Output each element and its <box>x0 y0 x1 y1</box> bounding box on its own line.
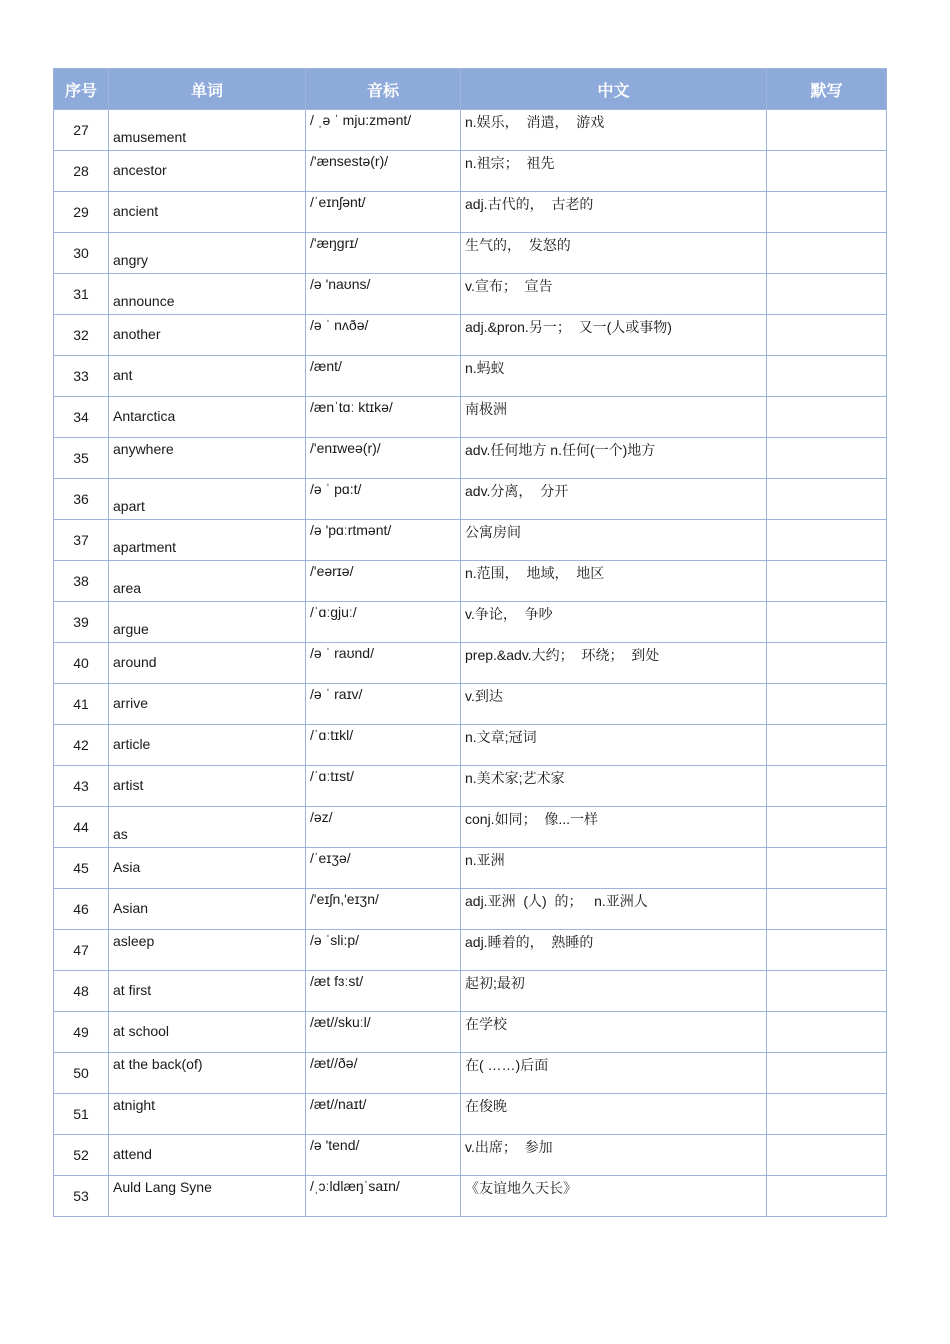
row-phonetic-cell <box>306 315 461 356</box>
table-row <box>54 848 887 889</box>
row-index: 38 <box>54 561 109 602</box>
table-row <box>54 1053 887 1094</box>
row-index: 50 <box>54 1053 109 1094</box>
row-index: 29 <box>54 192 109 233</box>
row-chinese-cell <box>461 643 767 684</box>
row-dictation-cell[interactable] <box>767 479 887 520</box>
row-chinese: adj.&pron.另一； 又一(人或事物) <box>465 319 672 335</box>
row-index: 37 <box>54 520 109 561</box>
row-chinese: adv.任何地方 n.任何(一个)地方 <box>465 442 656 458</box>
row-dictation-cell[interactable] <box>767 1053 887 1094</box>
row-word: at first <box>113 982 152 998</box>
row-chinese: adj.睡着的， 熟睡的 <box>465 934 594 950</box>
row-phonetic-cell <box>306 356 461 397</box>
row-phonetic: /ə ˈsli:p/ <box>310 932 360 948</box>
row-dictation-cell[interactable] <box>767 561 887 602</box>
table-row <box>54 192 887 233</box>
row-phonetic: /ə 'tend/ <box>310 1137 360 1153</box>
row-phonetic-cell <box>306 1094 461 1135</box>
row-index: 49 <box>54 1012 109 1053</box>
row-word: apartment <box>113 539 177 555</box>
header-row <box>54 69 887 110</box>
row-chinese-cell <box>461 684 767 725</box>
row-chinese: n.美术家;艺术家 <box>465 770 565 786</box>
row-dictation-cell[interactable] <box>767 889 887 930</box>
row-word-cell <box>109 930 306 971</box>
row-word: angry <box>113 252 149 268</box>
row-word-cell <box>109 192 306 233</box>
row-dictation-cell[interactable] <box>767 520 887 561</box>
row-index: 39 <box>54 602 109 643</box>
table-row <box>54 151 887 192</box>
row-chinese: 南极洲 <box>465 401 507 417</box>
row-chinese-cell <box>461 520 767 561</box>
row-phonetic-cell <box>306 848 461 889</box>
row-word-cell <box>109 151 306 192</box>
row-dictation-cell[interactable] <box>767 274 887 315</box>
row-index: 33 <box>54 356 109 397</box>
row-chinese-cell <box>461 848 767 889</box>
row-chinese-cell <box>461 889 767 930</box>
row-chinese: 生气的， 发怒的 <box>465 237 571 253</box>
row-word: artist <box>113 777 144 793</box>
table-row <box>54 274 887 315</box>
row-phonetic-cell <box>306 274 461 315</box>
row-index: 42 <box>54 725 109 766</box>
row-word: at the back(of) <box>113 1056 203 1072</box>
row-phonetic: /ˌɔːldlæŋˈsaɪn/ <box>310 1178 400 1194</box>
row-word-cell <box>109 848 306 889</box>
row-index: 45 <box>54 848 109 889</box>
row-phonetic-cell <box>306 643 461 684</box>
row-chinese: adj.亚洲 (人) 的； n.亚洲人 <box>465 893 648 909</box>
row-word: Auld Lang Syne <box>113 1179 212 1195</box>
row-word-cell <box>109 233 306 274</box>
row-chinese-cell <box>461 930 767 971</box>
row-dictation-cell[interactable] <box>767 1012 887 1053</box>
row-chinese-cell <box>461 1176 767 1217</box>
table-row <box>54 520 887 561</box>
row-word-cell <box>109 1094 306 1135</box>
row-word-cell <box>109 438 306 479</box>
row-phonetic-cell <box>306 520 461 561</box>
row-word-cell <box>109 1176 306 1217</box>
row-chinese-cell <box>461 1135 767 1176</box>
row-word-cell <box>109 971 306 1012</box>
row-chinese-cell <box>461 151 767 192</box>
row-phonetic: /ˈɑːtɪst/ <box>310 768 354 784</box>
row-word-cell <box>109 766 306 807</box>
row-dictation-cell[interactable] <box>767 356 887 397</box>
header-phonetic: 音标 <box>306 69 461 110</box>
row-word-cell <box>109 1135 306 1176</box>
table-row <box>54 479 887 520</box>
row-phonetic-cell <box>306 725 461 766</box>
row-dictation-cell[interactable] <box>767 1135 887 1176</box>
row-index: 27 <box>54 110 109 151</box>
row-word: amusement <box>113 129 187 145</box>
row-phonetic: /ə ˈ raɪv/ <box>310 686 363 702</box>
table-row <box>54 889 887 930</box>
table-row <box>54 602 887 643</box>
row-word-cell <box>109 1053 306 1094</box>
row-word: ancient <box>113 203 159 219</box>
table-row <box>54 1094 887 1135</box>
row-phonetic: /ˈeɪnʃənt/ <box>310 194 366 210</box>
row-word-cell <box>109 1012 306 1053</box>
row-phonetic-cell <box>306 602 461 643</box>
table-row <box>54 643 887 684</box>
row-phonetic: /'ænsestə(r)/ <box>310 153 389 169</box>
row-dictation-cell[interactable] <box>767 151 887 192</box>
row-index: 31 <box>54 274 109 315</box>
row-chinese-cell <box>461 725 767 766</box>
row-chinese-cell <box>461 192 767 233</box>
row-phonetic: /'eərɪə/ <box>310 563 354 579</box>
row-index: 46 <box>54 889 109 930</box>
header-dictation: 默写 <box>767 69 887 110</box>
row-index: 53 <box>54 1176 109 1217</box>
table-row <box>54 397 887 438</box>
row-index: 51 <box>54 1094 109 1135</box>
row-phonetic: /ə 'pɑːrtmənt/ <box>310 522 392 538</box>
row-phonetic-cell <box>306 192 461 233</box>
row-word: area <box>113 580 142 596</box>
row-chinese-cell <box>461 602 767 643</box>
row-phonetic-cell <box>306 110 461 151</box>
row-phonetic-cell <box>306 766 461 807</box>
table-row <box>54 315 887 356</box>
table-row <box>54 110 887 151</box>
row-phonetic-cell <box>306 930 461 971</box>
row-chinese-cell <box>461 1094 767 1135</box>
row-phonetic: /ə ˈ pɑ:t/ <box>310 481 362 497</box>
row-word-cell <box>109 315 306 356</box>
row-word: arrive <box>113 695 149 711</box>
row-dictation-cell[interactable] <box>767 766 887 807</box>
row-phonetic-cell <box>306 479 461 520</box>
row-chinese: conj.如同； 像...一样 <box>465 811 599 827</box>
row-word: asleep <box>113 933 155 949</box>
row-word-cell <box>109 110 306 151</box>
row-word-cell <box>109 274 306 315</box>
row-dictation-cell[interactable] <box>767 971 887 1012</box>
row-index: 40 <box>54 643 109 684</box>
row-phonetic-cell <box>306 233 461 274</box>
row-index: 47 <box>54 930 109 971</box>
row-chinese-cell <box>461 479 767 520</box>
row-phonetic: / ˌə ˈ mju:zmənt/ <box>310 112 412 128</box>
row-word-cell <box>109 520 306 561</box>
row-dictation-cell[interactable] <box>767 315 887 356</box>
row-word: anywhere <box>113 441 174 457</box>
table-row <box>54 766 887 807</box>
row-dictation-cell[interactable] <box>767 110 887 151</box>
row-phonetic: /ə 'naʊns/ <box>310 276 371 292</box>
row-word: as <box>113 826 128 842</box>
row-chinese: v.到达 <box>465 688 503 704</box>
row-phonetic-cell <box>306 807 461 848</box>
row-index: 32 <box>54 315 109 356</box>
row-chinese: v.争论， 争吵 <box>465 606 553 622</box>
row-word: another <box>113 326 161 342</box>
row-chinese: adv.分离， 分开 <box>465 483 569 499</box>
row-word-cell <box>109 643 306 684</box>
row-chinese-cell <box>461 561 767 602</box>
row-dictation-cell[interactable] <box>767 1094 887 1135</box>
row-chinese-cell <box>461 274 767 315</box>
row-chinese: 起初;最初 <box>465 975 525 991</box>
row-chinese-cell <box>461 315 767 356</box>
table-row <box>54 438 887 479</box>
row-index: 43 <box>54 766 109 807</box>
header-word: 单词 <box>109 69 306 110</box>
table-row <box>54 233 887 274</box>
row-word: argue <box>113 621 149 637</box>
row-phonetic-cell <box>306 561 461 602</box>
row-word: ancestor <box>113 162 167 178</box>
row-word-cell <box>109 479 306 520</box>
row-phonetic: /æt//naɪt/ <box>310 1096 367 1112</box>
row-phonetic-cell <box>306 1135 461 1176</box>
row-phonetic: /ˈeɪʒə/ <box>310 850 351 866</box>
row-phonetic-cell <box>306 971 461 1012</box>
row-chinese-cell <box>461 807 767 848</box>
row-word: article <box>113 736 151 752</box>
row-dictation-cell[interactable] <box>767 930 887 971</box>
table-row <box>54 807 887 848</box>
row-chinese: v.出席； 参加 <box>465 1139 553 1155</box>
row-word: apart <box>113 498 145 514</box>
table-row <box>54 684 887 725</box>
row-chinese: n.祖宗； 祖先 <box>465 155 555 171</box>
row-chinese: n.文章;冠词 <box>465 729 537 745</box>
row-dictation-cell[interactable] <box>767 848 887 889</box>
row-phonetic-cell <box>306 1012 461 1053</box>
row-phonetic: /ə ˈ raʊnd/ <box>310 645 374 661</box>
row-phonetic: /əz/ <box>310 809 333 825</box>
row-chinese-cell <box>461 1053 767 1094</box>
row-phonetic-cell <box>306 1176 461 1217</box>
row-chinese-cell <box>461 233 767 274</box>
header-chinese: 中文 <box>461 69 767 110</box>
row-index: 41 <box>54 684 109 725</box>
row-word-cell <box>109 889 306 930</box>
row-chinese: 《友谊地久天长》 <box>465 1180 577 1196</box>
row-word: atnight <box>113 1097 156 1113</box>
row-word-cell <box>109 356 306 397</box>
row-phonetic: /'æŋɡrɪ/ <box>310 235 359 251</box>
row-chinese-cell <box>461 110 767 151</box>
row-word: ant <box>113 367 133 383</box>
row-chinese-cell <box>461 1012 767 1053</box>
row-word: Asia <box>113 859 141 875</box>
row-word: Asian <box>113 900 149 916</box>
row-phonetic-cell <box>306 684 461 725</box>
row-word-cell <box>109 684 306 725</box>
row-index: 48 <box>54 971 109 1012</box>
header-index: 序号 <box>54 69 109 110</box>
row-chinese: adj.古代的， 古老的 <box>465 196 594 212</box>
row-chinese: n.娱乐， 消遣， 游戏 <box>465 114 605 130</box>
row-word: Antarctica <box>113 408 176 424</box>
row-dictation-cell[interactable] <box>767 397 887 438</box>
row-index: 36 <box>54 479 109 520</box>
row-phonetic: /ænt/ <box>310 358 342 374</box>
row-word-cell <box>109 602 306 643</box>
row-chinese: n.蚂蚁 <box>465 360 505 376</box>
row-index: 28 <box>54 151 109 192</box>
row-dictation-cell[interactable] <box>767 684 887 725</box>
row-dictation-cell[interactable] <box>767 807 887 848</box>
row-word: attend <box>113 1146 152 1162</box>
row-chinese: n.亚洲 <box>465 852 505 868</box>
row-chinese-cell <box>461 356 767 397</box>
row-phonetic-cell <box>306 1053 461 1094</box>
vocab-table <box>53 68 887 1217</box>
row-phonetic: /ˈɑːtɪkl/ <box>310 727 354 743</box>
table-row <box>54 930 887 971</box>
row-phonetic: /'enɪweə(r)/ <box>310 440 381 456</box>
row-word-cell <box>109 725 306 766</box>
row-word: at school <box>113 1023 170 1039</box>
row-phonetic-cell <box>306 397 461 438</box>
row-dictation-cell[interactable] <box>767 1176 887 1217</box>
row-dictation-cell[interactable] <box>767 725 887 766</box>
row-phonetic: /'eɪʃn,'eɪʒn/ <box>310 891 379 907</box>
row-phonetic-cell <box>306 438 461 479</box>
row-index: 30 <box>54 233 109 274</box>
row-index: 52 <box>54 1135 109 1176</box>
row-chinese-cell <box>461 766 767 807</box>
row-chinese: v.宣布； 宣告 <box>465 278 553 294</box>
row-word-cell <box>109 561 306 602</box>
row-chinese: n.范围， 地域， 地区 <box>465 565 605 581</box>
row-word: around <box>113 654 157 670</box>
row-index: 34 <box>54 397 109 438</box>
row-chinese: 在俊晚 <box>465 1098 507 1114</box>
row-chinese: 在学校 <box>465 1016 507 1032</box>
row-dictation-cell[interactable] <box>767 643 887 684</box>
table-row <box>54 1012 887 1053</box>
row-word-cell <box>109 397 306 438</box>
row-chinese: 在( ……)后面 <box>465 1057 549 1073</box>
row-dictation-cell[interactable] <box>767 192 887 233</box>
row-chinese-cell <box>461 971 767 1012</box>
row-index: 35 <box>54 438 109 479</box>
row-dictation-cell[interactable] <box>767 602 887 643</box>
row-dictation-cell[interactable] <box>767 233 887 274</box>
row-word: announce <box>113 293 175 309</box>
row-index: 44 <box>54 807 109 848</box>
row-phonetic-cell <box>306 889 461 930</box>
row-phonetic: /æt fɜːst/ <box>310 973 364 989</box>
row-word-cell <box>109 807 306 848</box>
row-phonetic-cell <box>306 151 461 192</box>
table-row <box>54 1135 887 1176</box>
row-phonetic: /ə ˈ nʌðə/ <box>310 317 369 333</box>
row-chinese-cell <box>461 397 767 438</box>
table-body <box>54 110 887 1217</box>
table-row <box>54 725 887 766</box>
row-chinese: prep.&adv.大约； 环绕； 到处 <box>465 647 660 663</box>
table-row <box>54 971 887 1012</box>
table-row <box>54 356 887 397</box>
row-chinese: 公寓房间 <box>465 524 521 540</box>
row-phonetic: /ænˈtɑː ktɪkə/ <box>310 399 393 415</box>
table-row <box>54 1176 887 1217</box>
table-row <box>54 561 887 602</box>
row-phonetic: /ˈɑːɡjuː/ <box>310 604 357 620</box>
row-dictation-cell[interactable] <box>767 438 887 479</box>
row-chinese-cell <box>461 438 767 479</box>
row-phonetic: /æt//ðə/ <box>310 1055 358 1071</box>
row-phonetic: /æt//skuːl/ <box>310 1014 371 1030</box>
